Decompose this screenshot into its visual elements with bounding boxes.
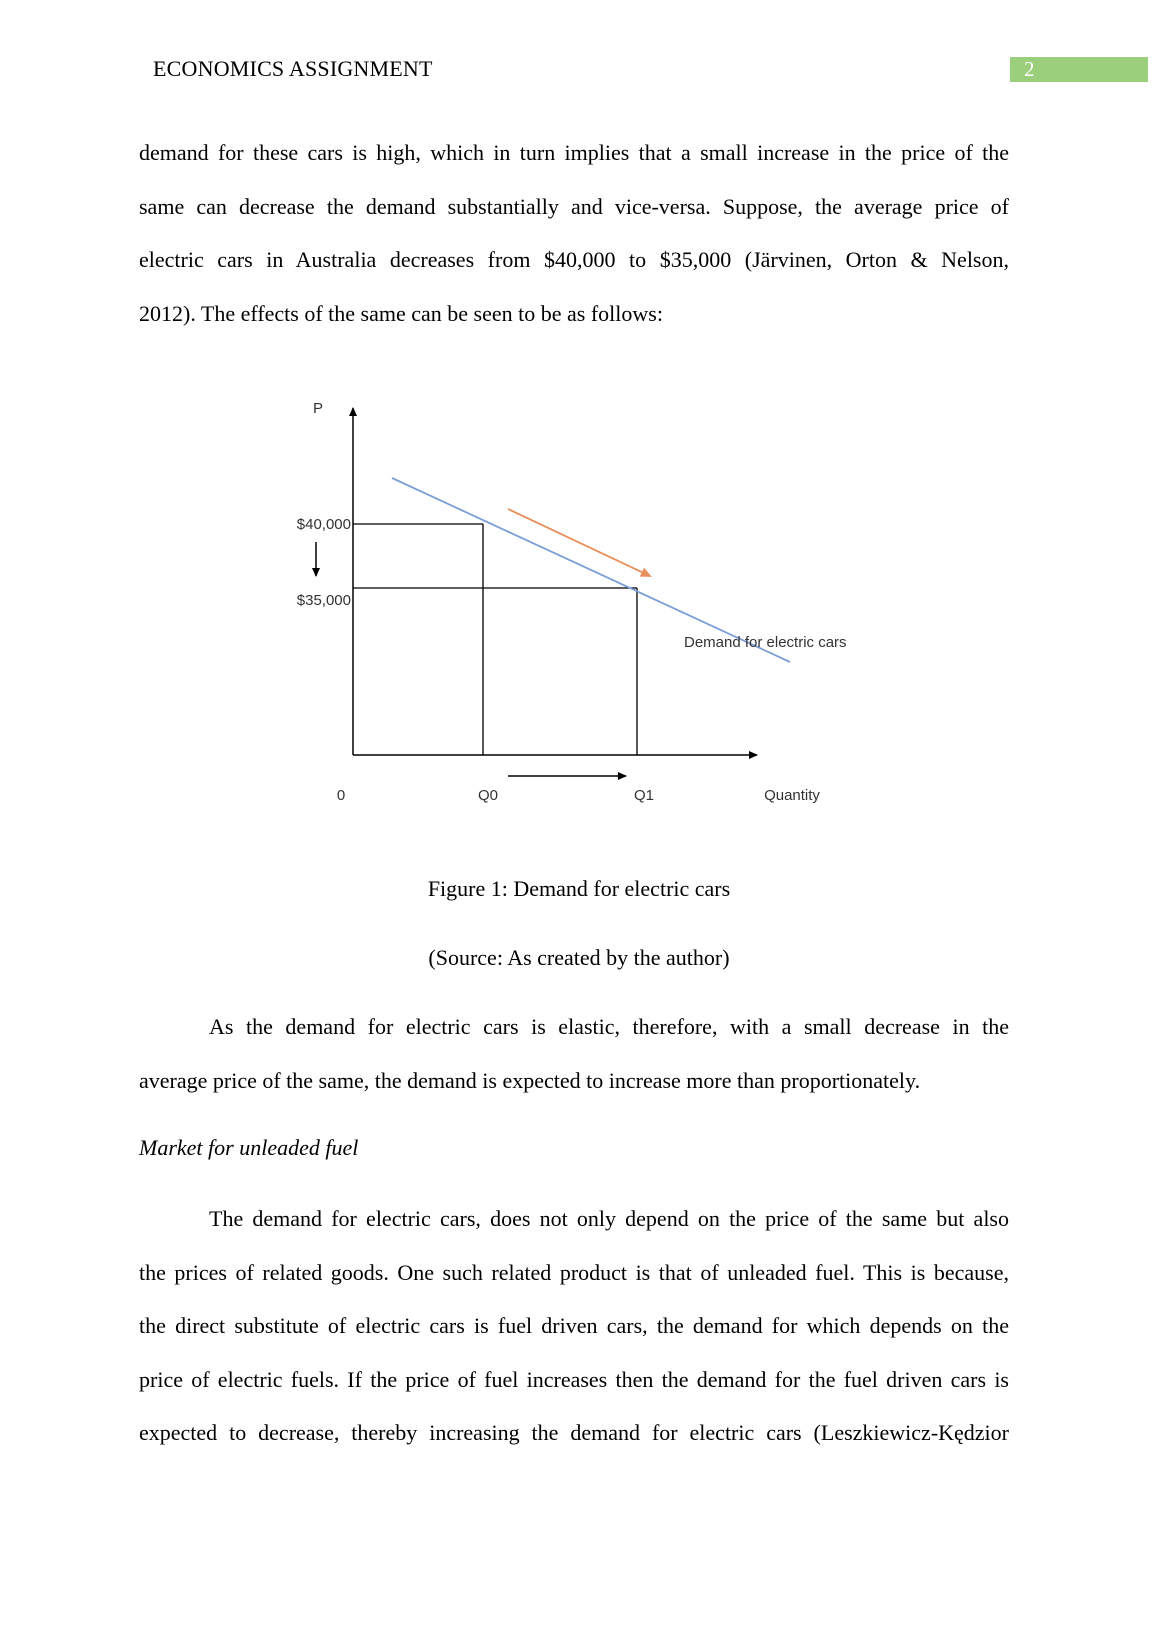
- x-tick-q1: Q1: [633, 787, 655, 804]
- paragraph-line: average price of the same, the demand is expected to increase more than proportionately.: [139, 1067, 921, 1093]
- movement-arrow: [508, 509, 650, 576]
- demand-curve-label: Demand for electric cars: [684, 634, 847, 651]
- paragraph-line: price of electric fuels. If the price of fuel increases then the demand for the fuel driven cars is: [139, 1366, 1009, 1392]
- origin-label: 0: [336, 787, 346, 804]
- paragraph-line: The demand for electric cars, does not only depend on the price of the same but also: [209, 1206, 1009, 1231]
- y-tick-35000: $35,000: [296, 592, 351, 609]
- x-tick-q0: Q0: [477, 787, 499, 804]
- paragraph-line: the prices of related goods. One such related product is that of unleaded fuel. This is because,: [139, 1259, 1009, 1285]
- running-header: ECONOMICS ASSIGNMENT: [153, 56, 433, 81]
- paragraph-3: [139, 1192, 1009, 1460]
- demand-chart: [0, 370, 1158, 850]
- paragraph-line: same can decrease the demand substantially and vice-versa. Suppose, the average price of: [139, 193, 1009, 219]
- paragraph-2: [139, 1000, 1009, 1107]
- paragraph-line: electric cars in Australia decreases from $40,000 to $35,000 (Järvinen, Orton & Nelson,: [139, 247, 1009, 272]
- page-number: 2: [1010, 57, 1148, 82]
- y-tick-40000: $40,000: [296, 516, 351, 533]
- paragraph-line: As the demand for electric cars is elastic, therefore, with a small decrease in the: [209, 1014, 1009, 1039]
- section-heading: Market for unleaded fuel: [139, 1135, 359, 1160]
- y-axis-label: P: [313, 400, 324, 417]
- paragraph-line: the direct substitute of electric cars is fuel driven cars, the demand for which depends on the: [139, 1313, 1009, 1338]
- paragraph-line: demand for these cars is high, which in turn implies that a small increase in the price of the: [139, 140, 1009, 165]
- paragraph-line: expected to decrease, thereby increasing the demand for electric cars (Leszkiewicz-Kędzior: [139, 1420, 1009, 1445]
- figure-caption: Figure 1: Demand for electric cars: [427, 876, 731, 901]
- figure-source: (Source: As created by the author): [428, 945, 730, 970]
- paragraph-1: [139, 126, 1009, 340]
- paragraph-line: 2012). The effects of the same can be seen to be as follows:: [139, 300, 663, 326]
- x-axis-label: Quantity: [764, 787, 820, 804]
